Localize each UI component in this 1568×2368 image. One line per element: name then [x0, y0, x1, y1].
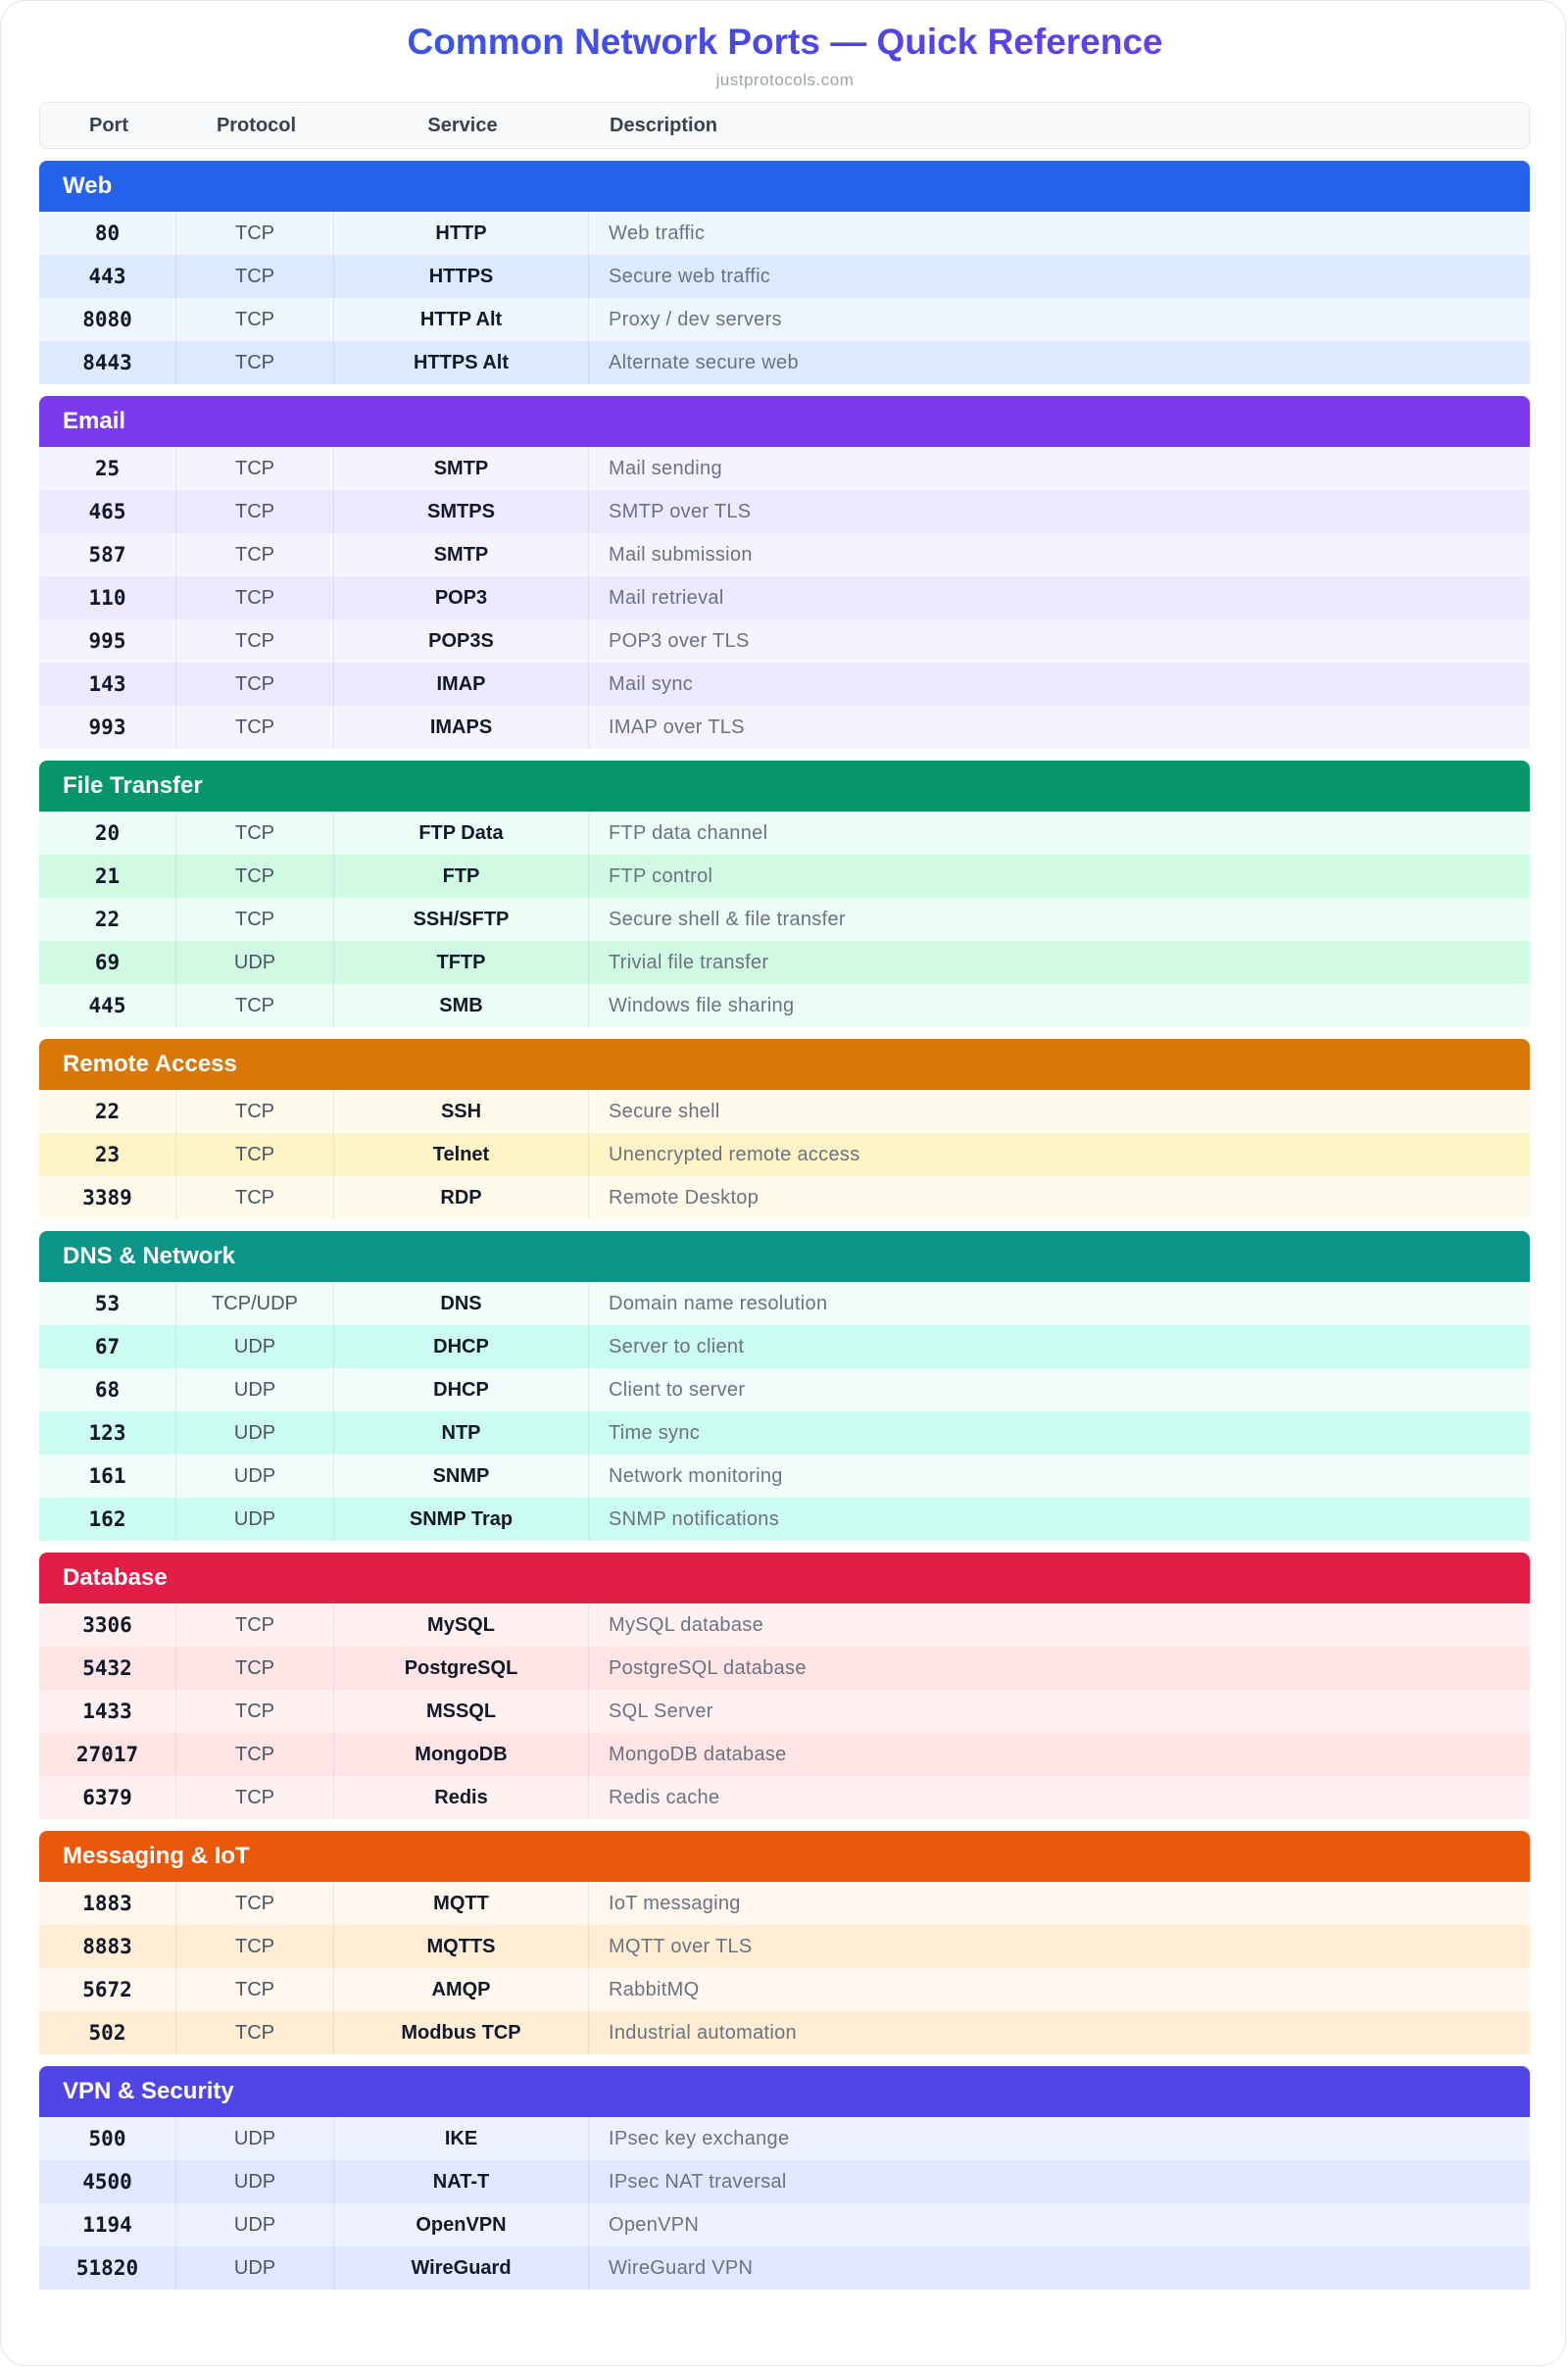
port-cell: 502 [39, 2011, 176, 2054]
table-row [39, 1176, 1530, 1219]
service-cell: RDP [334, 1176, 589, 1219]
service-cell: HTTP Alt [334, 298, 589, 341]
port-cell: 8443 [39, 341, 176, 384]
service-cell: MQTT [334, 1882, 589, 1925]
service-cell: MySQL [334, 1603, 589, 1647]
description-cell: PostgreSQL database [609, 1656, 807, 1679]
table-row [39, 1690, 1530, 1733]
service-cell: HTTPS Alt [334, 341, 589, 384]
service-cell: MSSQL [334, 1690, 589, 1733]
page-subtitle: justprotocols.com [715, 71, 855, 89]
port-group [39, 161, 1530, 384]
group-header: Email [39, 396, 1530, 447]
table-row [39, 1325, 1530, 1368]
protocol-cell: TCP [176, 1968, 334, 2011]
port-cell: 4500 [39, 2160, 176, 2203]
port-cell: 3306 [39, 1603, 176, 1647]
protocol-cell: TCP [176, 533, 334, 576]
description-cell: SQL Server [609, 1700, 713, 1722]
port-cell: 1883 [39, 1882, 176, 1925]
description-cell: POP3 over TLS [609, 629, 750, 652]
service-cell: DHCP [334, 1325, 589, 1368]
column-header-description: Description [610, 114, 718, 136]
description-cell: Network monitoring [609, 1464, 783, 1487]
service-cell: Modbus TCP [334, 2011, 589, 2054]
description-cell: SNMP notifications [609, 1507, 779, 1530]
port-cell: 25 [39, 447, 176, 490]
protocol-cell: TCP [176, 490, 334, 533]
port-groups [39, 161, 1530, 2290]
port-cell: 23 [39, 1133, 176, 1176]
group-header: Web [39, 161, 1530, 212]
port-cell: 22 [39, 898, 176, 941]
table-row [39, 1133, 1530, 1176]
port-cell: 443 [39, 255, 176, 298]
table-row [39, 1733, 1530, 1776]
protocol-cell: TCP [176, 1603, 334, 1647]
protocol-cell: TCP [176, 706, 334, 749]
protocol-cell: UDP [176, 1455, 334, 1498]
group-header: DNS & Network [39, 1231, 1530, 1282]
table-row [39, 941, 1530, 984]
protocol-cell: TCP [176, 898, 334, 941]
protocol-cell: TCP [176, 1690, 334, 1733]
service-cell: FTP [334, 855, 589, 898]
service-cell: DNS [334, 1282, 589, 1325]
port-group [39, 1231, 1530, 1541]
protocol-cell: TCP [176, 1925, 334, 1968]
port-cell: 68 [39, 1368, 176, 1411]
service-cell: OpenVPN [334, 2203, 589, 2246]
table-row [39, 1455, 1530, 1498]
description-cell: IMAP over TLS [609, 715, 745, 738]
description-cell: Proxy / dev servers [609, 308, 782, 330]
service-cell: HTTP [334, 212, 589, 255]
description-cell: FTP data channel [609, 821, 768, 844]
service-cell: IMAP [334, 663, 589, 706]
description-cell: Industrial automation [609, 2021, 797, 2044]
protocol-cell: TCP [176, 212, 334, 255]
port-cell: 465 [39, 490, 176, 533]
protocol-cell: TCP [176, 2011, 334, 2054]
service-cell: PostgreSQL [334, 1647, 589, 1690]
protocol-cell: TCP [176, 341, 334, 384]
description-cell: Unencrypted remote access [609, 1143, 860, 1165]
protocol-cell: UDP [176, 1498, 334, 1541]
protocol-cell: TCP/UDP [176, 1282, 334, 1325]
protocol-cell: TCP [176, 1647, 334, 1690]
service-cell: POP3S [334, 619, 589, 663]
group-header: Database [39, 1553, 1530, 1603]
table-row [39, 341, 1530, 384]
table-row [39, 1647, 1530, 1690]
description-cell: Web traffic [609, 222, 706, 244]
service-cell: DHCP [334, 1368, 589, 1411]
service-cell: SMTPS [334, 490, 589, 533]
table-row [39, 1882, 1530, 1925]
service-cell: SSH/SFTP [334, 898, 589, 941]
table-row [39, 855, 1530, 898]
description-cell: RabbitMQ [609, 1978, 700, 2000]
service-cell: NTP [334, 1411, 589, 1455]
description-cell: SMTP over TLS [609, 500, 752, 522]
description-cell: MySQL database [609, 1613, 763, 1636]
description-cell: Server to client [609, 1335, 745, 1357]
port-group [39, 1831, 1530, 2054]
table-row [39, 1603, 1530, 1647]
table-row [39, 1925, 1530, 1968]
description-cell: Mail sync [609, 672, 694, 695]
table-row [39, 1776, 1530, 1819]
table-row [39, 1090, 1530, 1133]
table-row [39, 2117, 1530, 2160]
protocol-cell: UDP [176, 1325, 334, 1368]
protocol-cell: TCP [176, 447, 334, 490]
description-cell: Secure shell [609, 1100, 720, 1122]
description-cell: Alternate secure web [609, 351, 799, 373]
protocol-cell: TCP [176, 1176, 334, 1219]
protocol-cell: UDP [176, 941, 334, 984]
protocol-cell: TCP [176, 984, 334, 1027]
description-cell: IoT messaging [609, 1892, 741, 1914]
protocol-cell: TCP [176, 298, 334, 341]
port-group [39, 396, 1530, 749]
port-cell: 110 [39, 576, 176, 619]
protocol-cell: UDP [176, 2160, 334, 2203]
column-header-port: Port [89, 114, 128, 136]
port-cell: 51820 [39, 2246, 176, 2290]
description-cell: Mail retrieval [609, 586, 724, 609]
port-group [39, 761, 1530, 1027]
table-row [39, 490, 1530, 533]
service-cell: SMTP [334, 447, 589, 490]
port-cell: 995 [39, 619, 176, 663]
protocol-cell: UDP [176, 2203, 334, 2246]
table-row [39, 212, 1530, 255]
table-row [39, 255, 1530, 298]
service-cell: POP3 [334, 576, 589, 619]
table-row [39, 2246, 1530, 2290]
port-cell: 5432 [39, 1647, 176, 1690]
service-cell: MQTTS [334, 1925, 589, 1968]
protocol-cell: TCP [176, 619, 334, 663]
description-cell: Domain name resolution [609, 1292, 828, 1314]
port-cell: 27017 [39, 1733, 176, 1776]
description-cell: IPsec key exchange [609, 2127, 790, 2149]
table-row [39, 2160, 1530, 2203]
port-cell: 80 [39, 212, 176, 255]
service-cell: NAT-T [334, 2160, 589, 2203]
ports-table [39, 102, 1530, 2290]
description-cell: Time sync [609, 1421, 701, 1444]
table-row [39, 2011, 1530, 2054]
service-cell: FTP Data [334, 812, 589, 855]
description-cell: Redis cache [609, 1786, 720, 1808]
service-cell: AMQP [334, 1968, 589, 2011]
column-header-protocol: Protocol [216, 114, 297, 136]
table-row [39, 1282, 1530, 1325]
table-row [39, 663, 1530, 706]
port-cell: 3389 [39, 1176, 176, 1219]
port-group [39, 1553, 1530, 1819]
protocol-cell: TCP [176, 255, 334, 298]
protocol-cell: TCP [176, 1882, 334, 1925]
service-cell: SNMP [334, 1455, 589, 1498]
service-cell: SSH [334, 1090, 589, 1133]
service-cell: IKE [334, 2117, 589, 2160]
service-cell: IMAPS [334, 706, 589, 749]
port-cell: 69 [39, 941, 176, 984]
port-cell: 1433 [39, 1690, 176, 1733]
port-cell: 53 [39, 1282, 176, 1325]
description-cell: MQTT over TLS [609, 1935, 753, 1957]
service-cell: Telnet [334, 1133, 589, 1176]
description-cell: Mail sending [609, 457, 722, 479]
protocol-cell: TCP [176, 1090, 334, 1133]
port-group [39, 2066, 1530, 2290]
column-header-service: Service [427, 114, 498, 136]
description-cell: WireGuard VPN [609, 2256, 754, 2279]
service-cell: SNMP Trap [334, 1498, 589, 1541]
port-cell: 123 [39, 1411, 176, 1455]
protocol-cell: TCP [176, 663, 334, 706]
port-cell: 445 [39, 984, 176, 1027]
port-cell: 993 [39, 706, 176, 749]
table-row [39, 533, 1530, 576]
service-cell: WireGuard [334, 2246, 589, 2290]
description-cell: Secure shell & file transfer [609, 908, 846, 930]
table-row [39, 898, 1530, 941]
port-cell: 20 [39, 812, 176, 855]
protocol-cell: TCP [176, 576, 334, 619]
protocol-cell: TCP [176, 855, 334, 898]
protocol-cell: UDP [176, 1411, 334, 1455]
group-header: VPN & Security [39, 2066, 1530, 2117]
service-cell: TFTP [334, 941, 589, 984]
description-cell: MongoDB database [609, 1743, 787, 1765]
port-cell: 161 [39, 1455, 176, 1498]
port-cell: 67 [39, 1325, 176, 1368]
table-row [39, 619, 1530, 663]
description-cell: Remote Desktop [609, 1186, 760, 1209]
port-cell: 6379 [39, 1776, 176, 1819]
port-cell: 162 [39, 1498, 176, 1541]
table-row [39, 447, 1530, 490]
table-row [39, 984, 1530, 1027]
description-cell: OpenVPN [609, 2213, 700, 2236]
protocol-cell: TCP [176, 1776, 334, 1819]
description-cell: Client to server [609, 1378, 746, 1401]
port-cell: 143 [39, 663, 176, 706]
column-header-row [39, 102, 1530, 149]
service-cell: SMB [334, 984, 589, 1027]
port-group [39, 1039, 1530, 1219]
table-row [39, 1498, 1530, 1541]
group-header: Remote Access [39, 1039, 1530, 1090]
protocol-cell: UDP [176, 1368, 334, 1411]
port-cell: 8883 [39, 1925, 176, 1968]
group-header: Messaging & IoT [39, 1831, 1530, 1882]
description-cell: Secure web traffic [609, 265, 771, 287]
table-row [39, 706, 1530, 749]
port-cell: 5672 [39, 1968, 176, 2011]
port-cell: 22 [39, 1090, 176, 1133]
description-cell: Windows file sharing [609, 994, 795, 1016]
service-cell: HTTPS [334, 255, 589, 298]
group-header: File Transfer [39, 761, 1530, 812]
page-title: Common Network Ports — Quick Reference [1, 19, 1568, 66]
service-cell: SMTP [334, 533, 589, 576]
protocol-cell: TCP [176, 1733, 334, 1776]
table-row [39, 2203, 1530, 2246]
description-cell: Mail submission [609, 543, 753, 566]
table-row [39, 812, 1530, 855]
protocol-cell: UDP [176, 2117, 334, 2160]
protocol-cell: TCP [176, 1133, 334, 1176]
description-cell: Trivial file transfer [609, 951, 769, 973]
table-row [39, 298, 1530, 341]
port-cell: 500 [39, 2117, 176, 2160]
description-cell: FTP control [609, 864, 713, 887]
table-row [39, 1411, 1530, 1455]
description-cell: IPsec NAT traversal [609, 2170, 787, 2193]
service-cell: Redis [334, 1776, 589, 1819]
port-cell: 8080 [39, 298, 176, 341]
table-row [39, 576, 1530, 619]
service-cell: MongoDB [334, 1733, 589, 1776]
protocol-cell: TCP [176, 812, 334, 855]
port-cell: 587 [39, 533, 176, 576]
protocol-cell: UDP [176, 2246, 334, 2290]
port-cell: 21 [39, 855, 176, 898]
table-row [39, 1368, 1530, 1411]
table-row [39, 1968, 1530, 2011]
port-cell: 1194 [39, 2203, 176, 2246]
